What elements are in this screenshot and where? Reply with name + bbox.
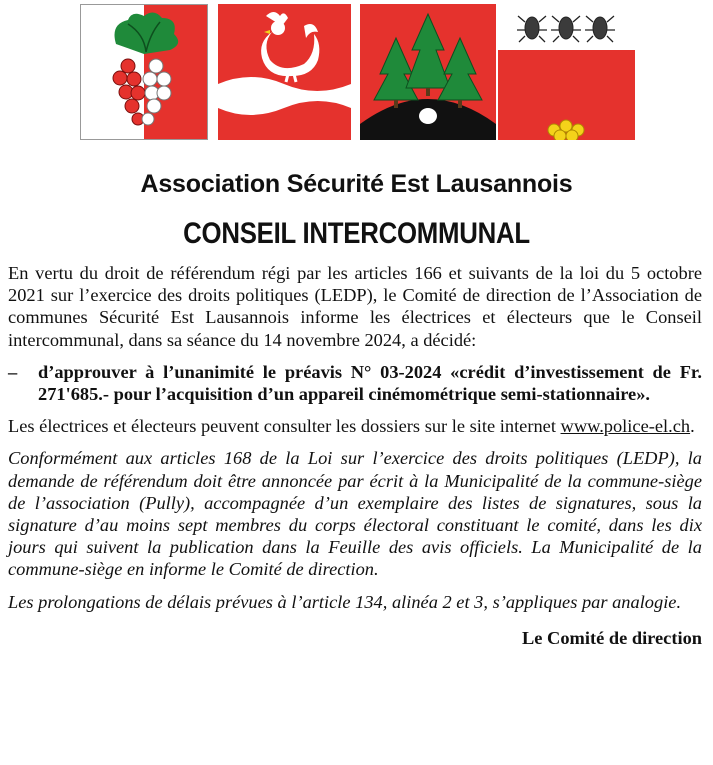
legal-paragraph: Conformément aux articles 168 de la Loi sur l’exercice des droits politiques (LEDP), la demande de référendum doit être annoncée par écrit à la Municipalité de la commune-siège de l’association (Pully), accompagnée d’un exemplaire des listes de signatures, sous la signature d’au moins sept membres du corps électoral constituant le comité, dans les dix jours qui suivent la publication dans la Feuille des avis officiels. La Municipalité de la commune-siège en informe le Comité de direction. bbox=[8, 448, 702, 580]
website-link[interactable]: www.police-el.ch bbox=[560, 416, 691, 437]
council-title: CONSEIL INTERCOMMUNAL bbox=[183, 217, 530, 250]
rooster-crest-icon bbox=[218, 4, 351, 140]
signature: Le Comité de direction bbox=[522, 627, 702, 648]
fir-trees-crest-icon bbox=[360, 4, 496, 140]
decision-text: d’approuver à l’unanimité le préavis N° 03-2024 «crédit d’investissement de Fr. 271'685.- pour l’acquisition d’un appareil cinémométrique semi-stationnaire». bbox=[38, 361, 702, 405]
association-title: Association Sécurité Est Lausannois bbox=[140, 170, 573, 198]
consult-text: Les électrices et électeurs peuvent consulter les dossiers sur le site internet bbox=[8, 416, 561, 437]
consult-paragraph bbox=[8, 415, 702, 437]
grapes-vine-crest-icon bbox=[80, 4, 208, 140]
consult-period: . bbox=[690, 416, 695, 437]
notice-body bbox=[8, 262, 702, 649]
beetles-crest-icon bbox=[498, 4, 635, 140]
municipal-crests bbox=[80, 4, 635, 140]
decision-item bbox=[8, 361, 702, 405]
decision-dash: – bbox=[8, 361, 18, 382]
intro-paragraph: En vertu du droit de référendum régi par les articles 166 et suivants de la loi du 5 octobre 2021 sur l’exercice des droits politiques (LEDP), le Comité de direction de l’Association de communes Sécurité Est Lausannois informe les électrices et électeurs que le Conseil intercommunal, dans sa séance du 14 novembre 2024, a décidé: bbox=[8, 263, 702, 350]
extensions-paragraph: Les prolongations de délais prévues à l’article 134, alinéa 2 et 3, s’appliques par analogie. bbox=[8, 591, 682, 612]
